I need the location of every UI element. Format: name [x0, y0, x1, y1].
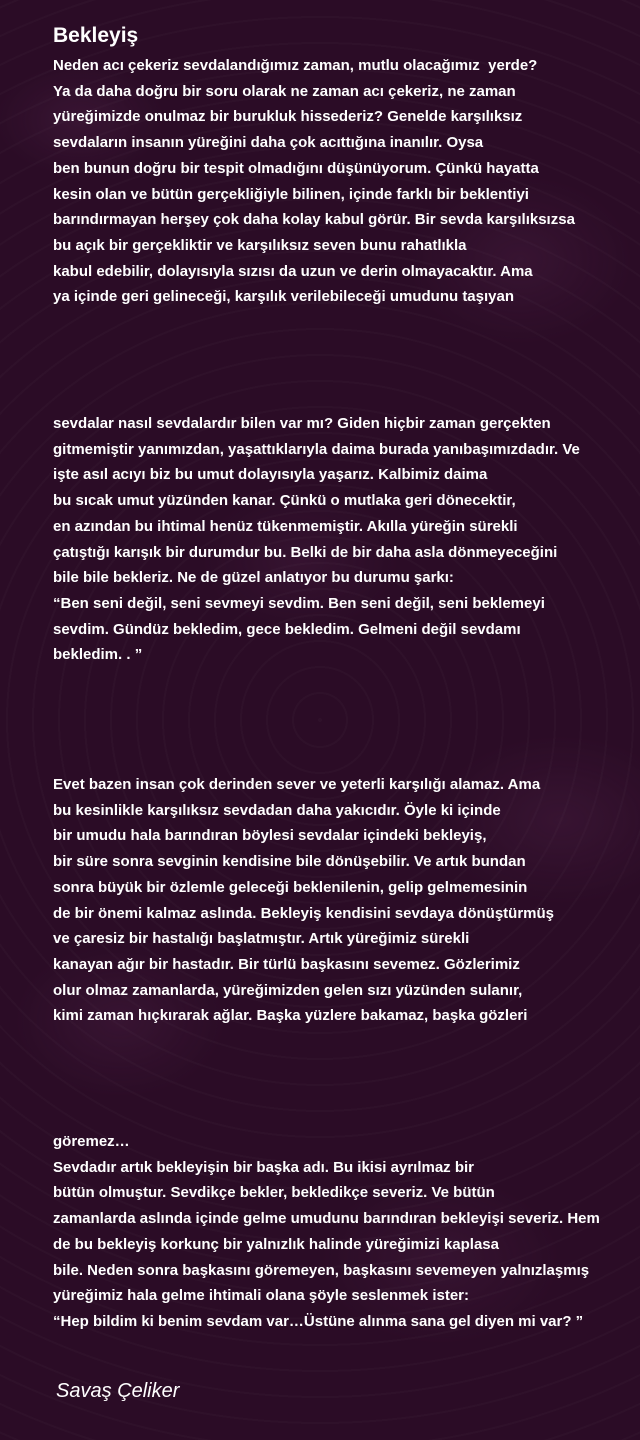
poem-paragraph-2: sevdalar nasıl sevdalardır bilen var mı? Giden hiçbir zaman gerçekten gitmemiştir yanımızdan, yaşattıklarıyla daima burada yanıbaşımızdadır. Ve işte asıl acıyı biz bu umut dolayısıyla yaşarız. Kalbimiz daima bu sıcak umut yüzünden kanar. Çünkü o mutlaka geri dönecektir, en azından bu ihtimal henüz tükenmemiştir. Akılla yüreğin sürekli çatıştığı karışık bir durumdur bu. Belki de bir daha asla dönmeyeceğini bile bile bekleriz. Ne de güzel anlatıyor bu durumu şarkı: “Ben seni değil, seni sevmeyi sevdim. Ben seni değil, seni beklemeyi sevdim. Gündüz bekledim, gece bekledim. Gelmeni değil sevdamı bekledim. . ” [53, 415, 580, 664]
poem-paragraph-1: Neden acı çekeriz sevdalandığımız zaman, mutlu olacağımız yerde? Ya da daha doğru bir soru olarak ne zaman acı çekeriz, ne zaman yüreğimizde onulmaz bir burukluk hissederiz? Genelde karşılıksız sevdaların insanın yüreğini daha çok acıttığına inanılır. Oysa ben bunun doğru bir tespit olmadığını düşünüyorum. Çünkü hayatta kesin olan ve bütün gerçekliğiyle bilinen, içinde farklı bir beklentiyi barındırmayan herşey çok daha kolay kabul görür. Bir sevda karşılıksızsa bu açık bir gerçekliktir ve karşılıksız seven bunu rahatlıkla kabul edebilir, dolayısıyla sızısı da uzun ve derin olmayacaktır. Ama ya içinde geri gelineceği, karşılık verilebileceği umudunu taşıyan [53, 57, 575, 306]
author-name: Savaş Çeliker [56, 1380, 180, 1402]
poem-paragraph-4: göremez… Sevdadır artık bekleyişin bir başka adı. Bu ikisi ayrılmaz bir bütün olmuştur. Sevdikçe bekler, bekledikçe severiz. Ve bütün zamanlarda aslında içinde gelme umudunu barındıran bekleyişi severiz. Hem de bu bekleyiş korkunç bir yalnızlık halinde yüreğimizi kaplasa bile. Neden sonra başkasını göremeyen, başkasını sevemeyen yalnızlaşmış yüreğimiz hala gelme ihtimali olana şöyle seslenmek ister: “Hep bildim ki benim sevdam var…Üstüne alınma sana gel diyen mi var? ” [53, 1133, 600, 1330]
poem-title: Bekleyiş [53, 24, 139, 48]
poem-paragraph-3: Evet bazen insan çok derinden sever ve yeterli karşılığı alamaz. Ama bu kesinlikle karşılıksız sevdadan daha yakıcıdır. Öyle ki içinde bir umudu hala barındıran böylesi sevdalar içindeki bekleyiş, bir süre sonra sevginin kendisine bile dönüşebilir. Ve artık bundan sonra büyük bir özlemle geleceği beklenilenin, gelip gelmemesinin de bir önemi kalmaz aslında. Bekleyiş kendisini sevdaya dönüştürmüş ve çaresiz bir hastalığı başlatmıştır. Artık yüreğimiz sürekli kanayan ağır bir hastadır. Bir türlü başkasını sevemez. Gözlerimiz olur olmaz zamanlarda, yüreğimizden gelen sızı yüzünden sulanır, kimi zaman hıçkırarak ağlar. Başka yüzlere bakamaz, başka gözleri [53, 776, 555, 1025]
